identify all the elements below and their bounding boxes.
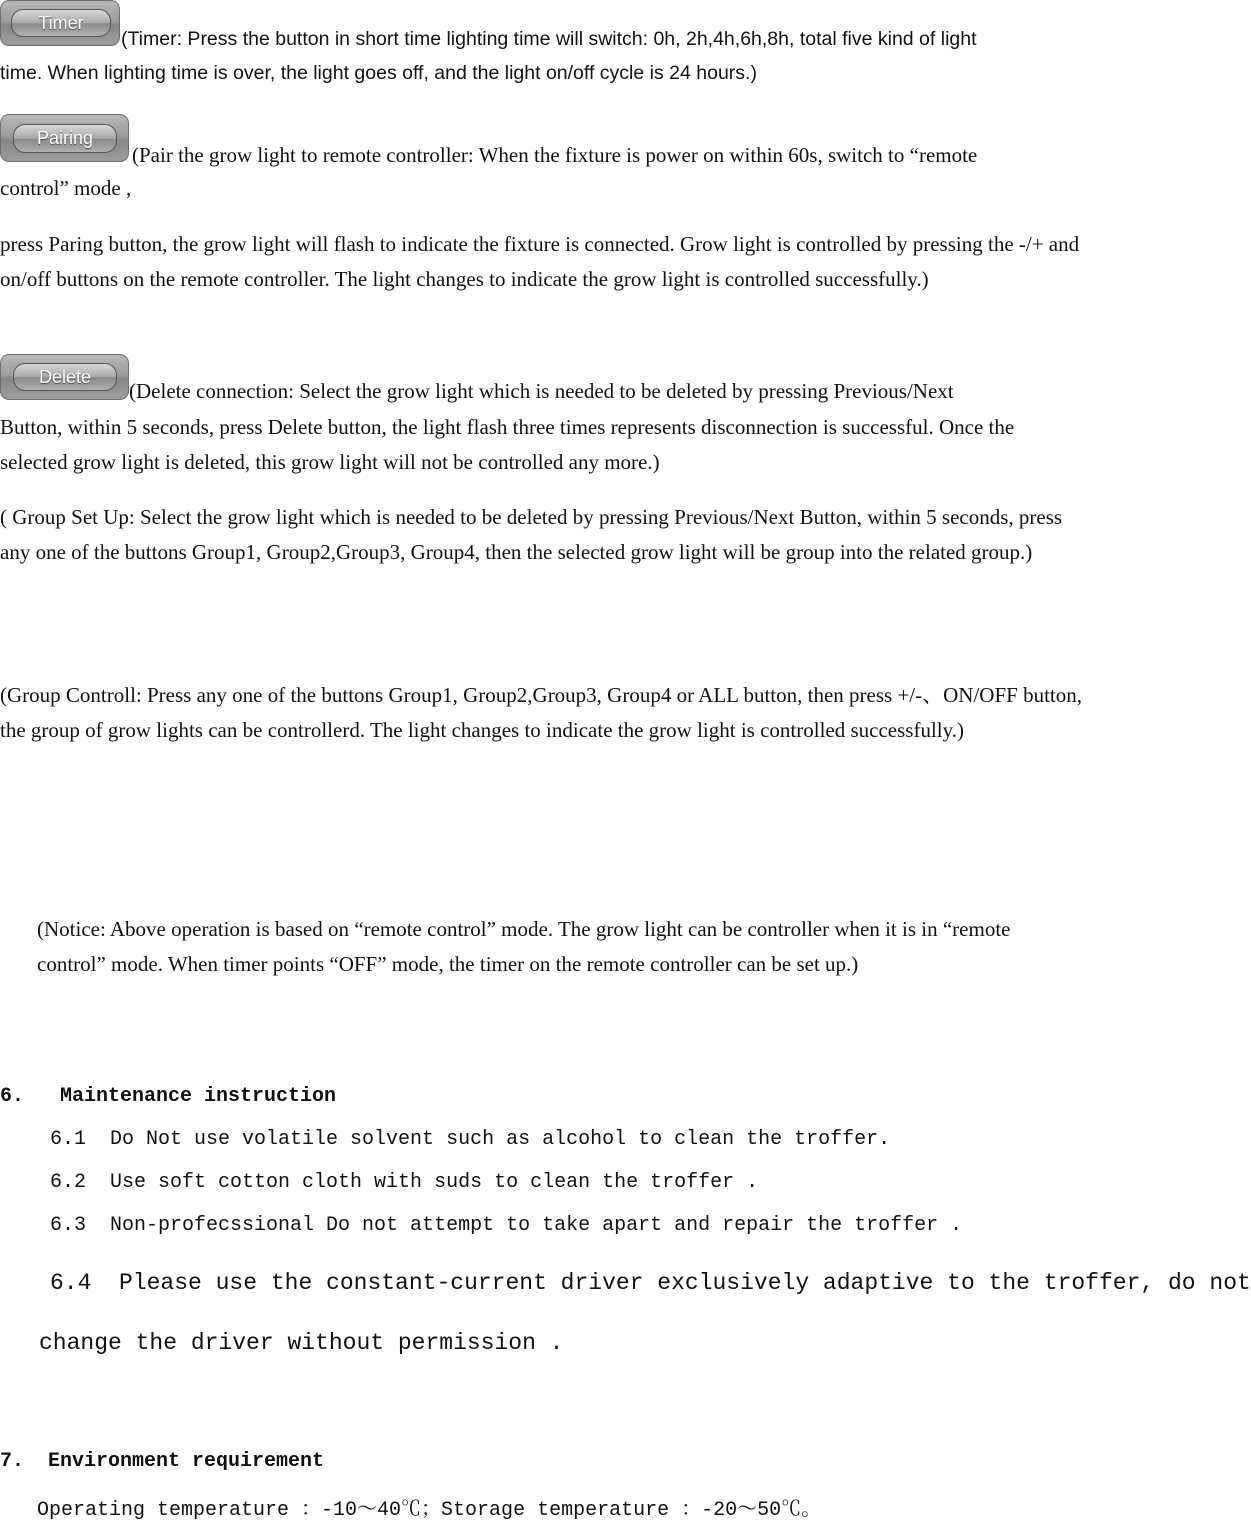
delete-button-label: Delete xyxy=(13,363,117,391)
paring-press-paragraph: press Paring button, the grow light will flash to indicate the fixture is connected. Grow light is controlled by pressing the -/+ and on/off buttons on the remote controller. The light changes to indicate the grow light is controlled successfully.) xyxy=(0,232,1080,291)
group-control-paragraph: (Group Controll: Press any one of the buttons Group1, Group2,Group3, Group4 or ALL button, then press +/-、ON/OFF button, the group of grow lights can be controllerd. The light changes to indicate the grow light is controlled successfully.) xyxy=(0,683,1082,742)
maintenance-item-3: 6.3 Non-profecssional Do not attempt to take apart and repair the troffer . xyxy=(50,1214,963,1237)
pairing-button-label: Pairing xyxy=(13,124,117,153)
pairing-description-line1: (Pair the grow light to remote controller: When the fixture is power on within 60s, switch to “remote xyxy=(132,143,978,167)
timer-button-image xyxy=(0,0,120,46)
group-setup-paragraph: ( Group Set Up: Select the grow light which is needed to be deleted by pressing Previous/Next Button, within 5 seconds, press any one of the buttons Group1, Group2,Group3, Group4, then the selected grow light will be group into the related group.) xyxy=(0,505,1063,564)
timer-button-label: Timer xyxy=(11,9,111,37)
environment-heading: 7. Environment requirement xyxy=(0,1450,325,1473)
maintenance-item-4-line2: change the driver without permission . xyxy=(39,1330,564,1356)
delete-description-line1: (Delete connection: Select the grow light which is needed to be deleted by pressing Previous/Next xyxy=(129,379,954,403)
maintenance-heading: 6. Maintenance instruction xyxy=(0,1085,337,1108)
pairing-button-image xyxy=(0,114,129,162)
delete-description-rest: Button, within 5 seconds, press Delete button, the light flash three times represents disconnection is successful. Once the selected grow light is deleted, this grow light will not be controlled any more.) xyxy=(0,415,1015,474)
maintenance-item-2: 6.2 Use soft cotton cloth with suds to clean the troffer . xyxy=(50,1171,759,1194)
timer-description-line1: (Timer: Press the button in short time lighting time will switch: 0h, 2h,4h,6h,8h, total five kind of light xyxy=(121,28,977,50)
pairing-description-line2: control” mode , xyxy=(0,176,132,200)
maintenance-item-1: 6.1 Do Not use volatile solvent such as alcohol to clean the troffer. xyxy=(50,1128,891,1151)
delete-button-image xyxy=(0,354,129,400)
timer-description-line2: time. When lighting time is over, the light goes off, and the light on/off cycle is 24 hours.) xyxy=(0,62,757,84)
maintenance-item-4-line1: 6.4 Please use the constant-current driver exclusively adaptive to the troffer, do not xyxy=(50,1270,1251,1296)
notice-paragraph: (Notice: Above operation is based on “remote control” mode. The grow light can be controller when it is in “remote control” mode. When timer points “OFF” mode, the timer on the remote controller can be set up.) xyxy=(37,917,1011,976)
environment-text: Operating temperature ：-10～40℃；Storage temperature ：-20～50℃。 xyxy=(37,1499,822,1522)
